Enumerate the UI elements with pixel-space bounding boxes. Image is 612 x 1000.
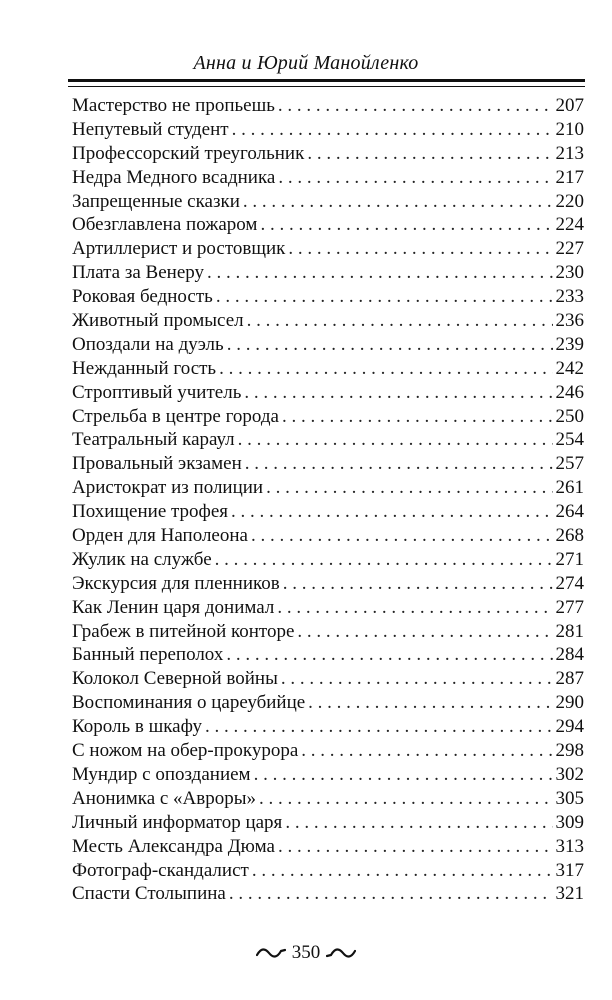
toc-entry-title: Артиллерист и ростовщик (72, 238, 286, 260)
toc-dot-leader (219, 357, 552, 381)
toc-entry-title: Месть Александра Дюма (72, 835, 275, 857)
toc-entry-title: Экскурсия для пленников (72, 572, 280, 594)
toc-dot-leader (281, 667, 553, 691)
toc-entry-title: Воспоминания о цареубийце (72, 692, 306, 714)
toc-entry (72, 118, 584, 142)
toc-entry (72, 428, 584, 452)
toc-entry-page: 227 (555, 238, 584, 260)
toc-entry-page: 261 (555, 477, 584, 499)
toc-entry-title: Театральный караул (72, 429, 235, 451)
toc-entry-page: 313 (555, 835, 584, 857)
toc-dot-leader (226, 643, 552, 667)
toc-entry (72, 452, 584, 476)
toc-entry-title: Банный переполох (72, 644, 224, 666)
toc-dot-leader (244, 381, 552, 405)
toc-entry-page: 254 (555, 429, 584, 451)
toc-entry-title: Недра Медного всадника (72, 166, 276, 188)
toc-entry (72, 572, 584, 596)
table-of-contents (72, 94, 584, 906)
toc-entry (72, 596, 584, 620)
toc-entry (72, 333, 584, 357)
toc-entry-title: Жулик на службе (72, 548, 212, 570)
toc-dot-leader (254, 763, 553, 787)
toc-entry (72, 500, 584, 524)
toc-entry (72, 381, 584, 405)
toc-entry-title: Грабеж в питейной конторе (72, 620, 295, 642)
toc-dot-leader (278, 835, 553, 859)
toc-entry (72, 476, 584, 500)
toc-entry-title: Профессорский треугольник (72, 142, 305, 164)
toc-entry-title: Колокол Северной войны (72, 668, 278, 690)
toc-dot-leader (278, 166, 552, 190)
toc-entry-page: 210 (555, 118, 584, 140)
toc-entry-title: Анонимка с «Авроры» (72, 787, 257, 809)
toc-entry (72, 787, 584, 811)
toc-entry-page: 230 (555, 262, 584, 284)
toc-entry-page: 294 (555, 716, 584, 738)
toc-dot-leader (232, 118, 553, 142)
toc-dot-leader (243, 190, 553, 214)
toc-entry-title: Обезглавлена пожаром (72, 214, 258, 236)
toc-entry-title: Непутевый студент (72, 118, 229, 140)
toc-entry (72, 882, 584, 906)
toc-dot-leader (229, 882, 553, 906)
toc-entry (72, 237, 584, 261)
toc-dot-leader (277, 596, 552, 620)
header-rule-thin (68, 86, 585, 87)
toc-entry-page: 264 (555, 501, 584, 523)
running-header: Анна и Юрий Манойленко (193, 52, 419, 74)
toc-entry (72, 166, 584, 190)
toc-entry-page: 321 (555, 883, 584, 905)
toc-entry-page: 213 (555, 142, 584, 164)
toc-entry (72, 715, 584, 739)
toc-entry-page: 246 (555, 381, 584, 403)
toc-entry-title: Нежданный гость (72, 357, 217, 379)
toc-entry-title: Мундир с опозданием (72, 763, 251, 785)
toc-entry-page: 277 (555, 596, 584, 618)
toc-dot-leader (307, 142, 552, 166)
toc-entry-page: 271 (555, 548, 584, 570)
toc-dot-leader (247, 309, 553, 333)
toc-entry (72, 859, 584, 883)
page-footer (0, 942, 612, 964)
toc-entry-page: 281 (555, 620, 584, 642)
toc-entry-title: Орден для Наполеона (72, 525, 248, 547)
toc-entry-title: Личный информатор царя (72, 811, 283, 833)
toc-entry (72, 620, 584, 644)
toc-entry-page: 236 (555, 310, 584, 332)
page-number: 350 (291, 942, 321, 963)
toc-dot-leader (205, 715, 553, 739)
toc-entry-title: Стрельба в центре города (72, 405, 279, 427)
toc-dot-leader (297, 620, 552, 644)
toc-entry (72, 643, 584, 667)
toc-entry-page: 287 (555, 668, 584, 690)
toc-entry-page: 268 (555, 525, 584, 547)
toc-dot-leader (285, 811, 552, 835)
toc-entry (72, 691, 584, 715)
toc-entry-page: 309 (555, 811, 584, 833)
toc-entry-page: 217 (555, 166, 584, 188)
toc-entry-page: 305 (555, 787, 584, 809)
toc-entry (72, 405, 584, 429)
toc-entry (72, 285, 584, 309)
toc-dot-leader (207, 261, 552, 285)
toc-dot-leader (215, 548, 553, 572)
toc-entry (72, 667, 584, 691)
toc-entry-title: Фотограф-скандалист (72, 859, 249, 881)
toc-entry-page: 274 (555, 572, 584, 594)
toc-entry-title: Король в шкафу (72, 716, 202, 738)
toc-entry-page: 290 (555, 692, 584, 714)
toc-dot-leader (259, 787, 552, 811)
toc-entry (72, 524, 584, 548)
toc-entry-page: 257 (555, 453, 584, 475)
toc-entry-title: Провальный экзамен (72, 453, 242, 475)
toc-dot-leader (216, 285, 553, 309)
toc-dot-leader (266, 476, 552, 500)
toc-entry-title: С ножом на обер-прокурора (72, 740, 299, 762)
toc-entry-page: 250 (555, 405, 584, 427)
toc-dot-leader (301, 739, 552, 763)
toc-entry (72, 739, 584, 763)
toc-entry-page: 284 (555, 644, 584, 666)
toc-dot-leader (252, 859, 553, 883)
toc-entry-page: 224 (555, 214, 584, 236)
toc-entry (72, 357, 584, 381)
toc-entry-page: 302 (555, 763, 584, 785)
toc-dot-leader (282, 405, 553, 429)
toc-entry (72, 213, 584, 237)
toc-entry-title: Аристократ из полиции (72, 477, 264, 499)
toc-dot-leader (231, 500, 552, 524)
toc-entry-title: Похищение трофея (72, 501, 229, 523)
toc-dot-leader (238, 428, 553, 452)
toc-entry-page: 298 (555, 740, 584, 762)
toc-entry (72, 835, 584, 859)
toc-entry-title: Опоздали на дуэль (72, 333, 224, 355)
toc-dot-leader (308, 691, 552, 715)
toc-entry-page: 233 (555, 286, 584, 308)
left-swash-ornament-icon (256, 946, 286, 960)
toc-entry (72, 763, 584, 787)
toc-dot-leader (260, 213, 552, 237)
toc-dot-leader (245, 452, 553, 476)
toc-entry (72, 142, 584, 166)
header-rule-thick (68, 79, 585, 82)
toc-entry-title: Мастерство не пропьешь (72, 95, 275, 116)
toc-entry-title: Как Ленин царя донимал (72, 596, 275, 618)
toc-dot-leader (283, 572, 553, 596)
toc-entry-title: Плата за Венеру (72, 262, 205, 284)
toc-entry-page: 207 (555, 95, 584, 116)
toc-entry-title: Запрещенные сказки (72, 190, 240, 212)
toc-entry-title: Строптивый учитель (72, 381, 242, 403)
toc-entry-title: Животный промысел (72, 310, 244, 332)
toc-entry-page: 317 (555, 859, 584, 881)
toc-entry (72, 811, 584, 835)
toc-dot-leader (278, 94, 553, 118)
toc-entry (72, 94, 584, 118)
toc-entry (72, 261, 584, 285)
toc-entry-title: Спасти Столыпина (72, 883, 226, 905)
right-swash-ornament-icon (326, 946, 356, 960)
toc-entry (72, 548, 584, 572)
toc-dot-leader (227, 333, 553, 357)
toc-dot-leader (251, 524, 553, 548)
toc-entry-page: 239 (555, 333, 584, 355)
toc-entry (72, 190, 584, 214)
toc-entry-page: 220 (555, 190, 584, 212)
toc-entry (72, 309, 584, 333)
toc-dot-leader (288, 237, 552, 261)
toc-entry-title: Роковая бедность (72, 286, 213, 308)
toc-entry-page: 242 (555, 357, 584, 379)
